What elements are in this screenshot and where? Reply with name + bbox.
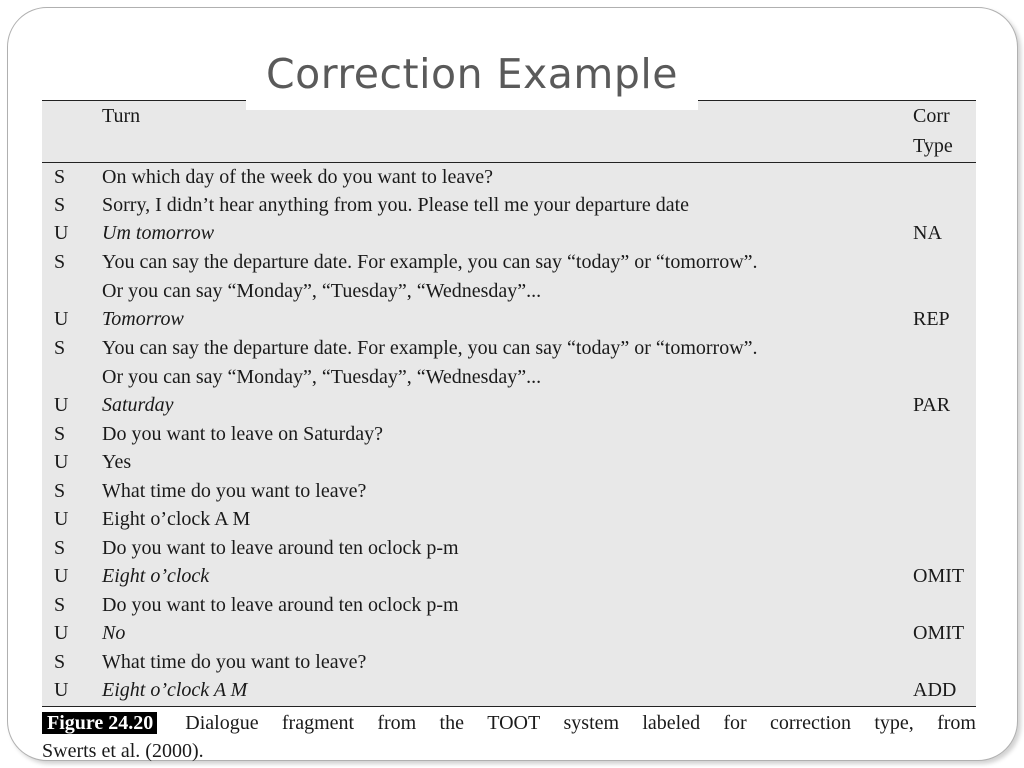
row-turn-text: Do you want to leave on Saturday?	[102, 423, 384, 445]
row-turn-text: Um tomorrow	[102, 222, 215, 244]
row-turn-text: What time do you want to leave?	[102, 651, 367, 673]
row-corr-type: REP	[913, 308, 950, 330]
row-turn-text: Tomorrow	[102, 308, 184, 330]
caption-word: TOOT	[487, 712, 541, 734]
header-corr-type-line2: Type	[913, 135, 953, 157]
row-speaker: U	[54, 622, 69, 644]
row-speaker: S	[54, 337, 66, 359]
row-corr-type: ADD	[913, 679, 957, 701]
caption-word: from	[937, 712, 976, 734]
caption-line-2: Swerts et al. (2000).	[42, 740, 204, 762]
caption-word: type,	[874, 712, 914, 734]
header-turn: Turn	[102, 105, 141, 127]
row-speaker: S	[54, 537, 66, 559]
row-speaker: U	[54, 451, 69, 473]
row-speaker: S	[54, 166, 66, 188]
row-turn-text: You can say the departure date. For example, you can say “today” or “tomorrow”.	[102, 337, 758, 359]
caption-word: for	[723, 712, 747, 734]
row-speaker: U	[54, 308, 69, 330]
caption-word: system	[563, 712, 620, 734]
row-turn-text: Do you want to leave around ten oclock p-m	[102, 537, 459, 559]
row-corr-type: NA	[913, 222, 942, 244]
row-corr-type: PAR	[913, 394, 951, 416]
caption-word: fragment	[281, 712, 355, 734]
figure-caption	[42, 709, 976, 765]
row-speaker: U	[54, 394, 69, 416]
row-speaker: S	[54, 480, 66, 502]
row-turn-text: On which day of the week do you want to leave?	[102, 166, 493, 188]
caption-word: labeled	[642, 712, 701, 734]
table-bottom-rule	[42, 706, 976, 707]
row-speaker: S	[54, 651, 66, 673]
row-turn-text: What time do you want to leave?	[102, 480, 367, 502]
row-corr-type: OMIT	[913, 565, 965, 587]
row-turn-text: Saturday	[102, 394, 174, 416]
row-speaker: U	[54, 508, 69, 530]
row-speaker: S	[54, 594, 66, 616]
row-turn-text: Eight o’clock A M	[102, 679, 248, 701]
row-turn-text: Do you want to leave around ten oclock p-m	[102, 594, 459, 616]
slide-title: Correction Example	[246, 44, 698, 110]
row-speaker: U	[54, 222, 69, 244]
row-corr-type: OMIT	[913, 622, 965, 644]
row-turn-text: Or you can say “Monday”, “Tuesday”, “Wednesday”...	[102, 280, 542, 302]
figure-label: Figure 24.20	[42, 712, 157, 734]
header-corr-type-line1: Corr	[913, 105, 950, 127]
row-turn-text: Eight o’clock	[102, 565, 210, 587]
caption-line-1	[42, 709, 976, 737]
caption-word: correction	[769, 712, 852, 734]
row-turn-text: Eight o’clock A M	[102, 508, 251, 530]
row-turn-text: You can say the departure date. For example, you can say “today” or “tomorrow”.	[102, 251, 758, 273]
row-turn-text: Sorry, I didn’t hear anything from you. Please tell me your departure date	[102, 194, 690, 216]
row-turn-text: Yes	[102, 451, 132, 473]
row-speaker: S	[54, 423, 66, 445]
row-speaker: S	[54, 194, 66, 216]
row-speaker: U	[54, 679, 69, 701]
caption-word: the	[439, 712, 464, 734]
row-turn-text: Or you can say “Monday”, “Tuesday”, “Wednesday”...	[102, 366, 542, 388]
caption-word: Dialogue	[185, 712, 259, 734]
caption-word: from	[377, 712, 417, 734]
row-turn-text: No	[102, 622, 126, 644]
row-speaker: U	[54, 565, 69, 587]
row-speaker: S	[54, 251, 66, 273]
